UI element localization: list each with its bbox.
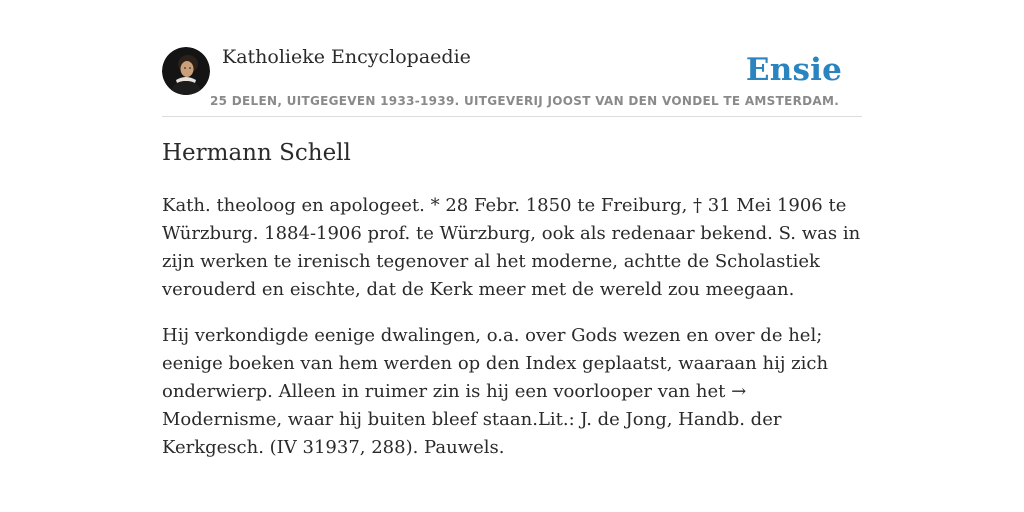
paragraph-text: , waar hij buiten bleef staan.Lit.: J. de Jong, Handb. der Kerkgesch. (IV 31937, 288). Pauwels. [162,409,782,458]
article-title: Hermann Schell [162,140,351,166]
article-paragraph [162,322,864,462]
paragraph-text: Hij verkondigde eenige dwalingen, o.a. over Gods wezen en over de hel; eenige boeken van hem werden op den Index geplaatst, waaraan hij zich onderwierp. Alleen in ruimer zin is hij een voorlooper van het [162,325,829,402]
portrait-icon [162,47,210,95]
article-paragraph: Kath. theoloog en apologeet. * 28 Febr. 1850 te Freiburg, † 31 Mei 1906 te Würzburg. 1884-1906 prof. te Würzburg, ook als redenaar bekend. S. was in zijn werken te irenisch tegenover al het moderne, achtte de Scholastiek verouderd en eischte, dat de Kerk meer met de wereld zou meegaan. [162,195,861,300]
site-header [162,44,862,117]
ensie-logo[interactable]: Ensie [745,52,842,88]
edition-info: 25 DELEN, UITGEGEVEN 1933-1939. UITGEVERIJ JOOST VAN DEN VONDEL TE AMSTERDAM. [210,94,840,108]
modernisme-link[interactable]: → Modernisme [162,381,747,430]
article-body [162,192,864,480]
encyclopedia-name[interactable]: Katholieke Encyclopaedie [222,46,471,68]
avatar[interactable] [162,47,210,95]
